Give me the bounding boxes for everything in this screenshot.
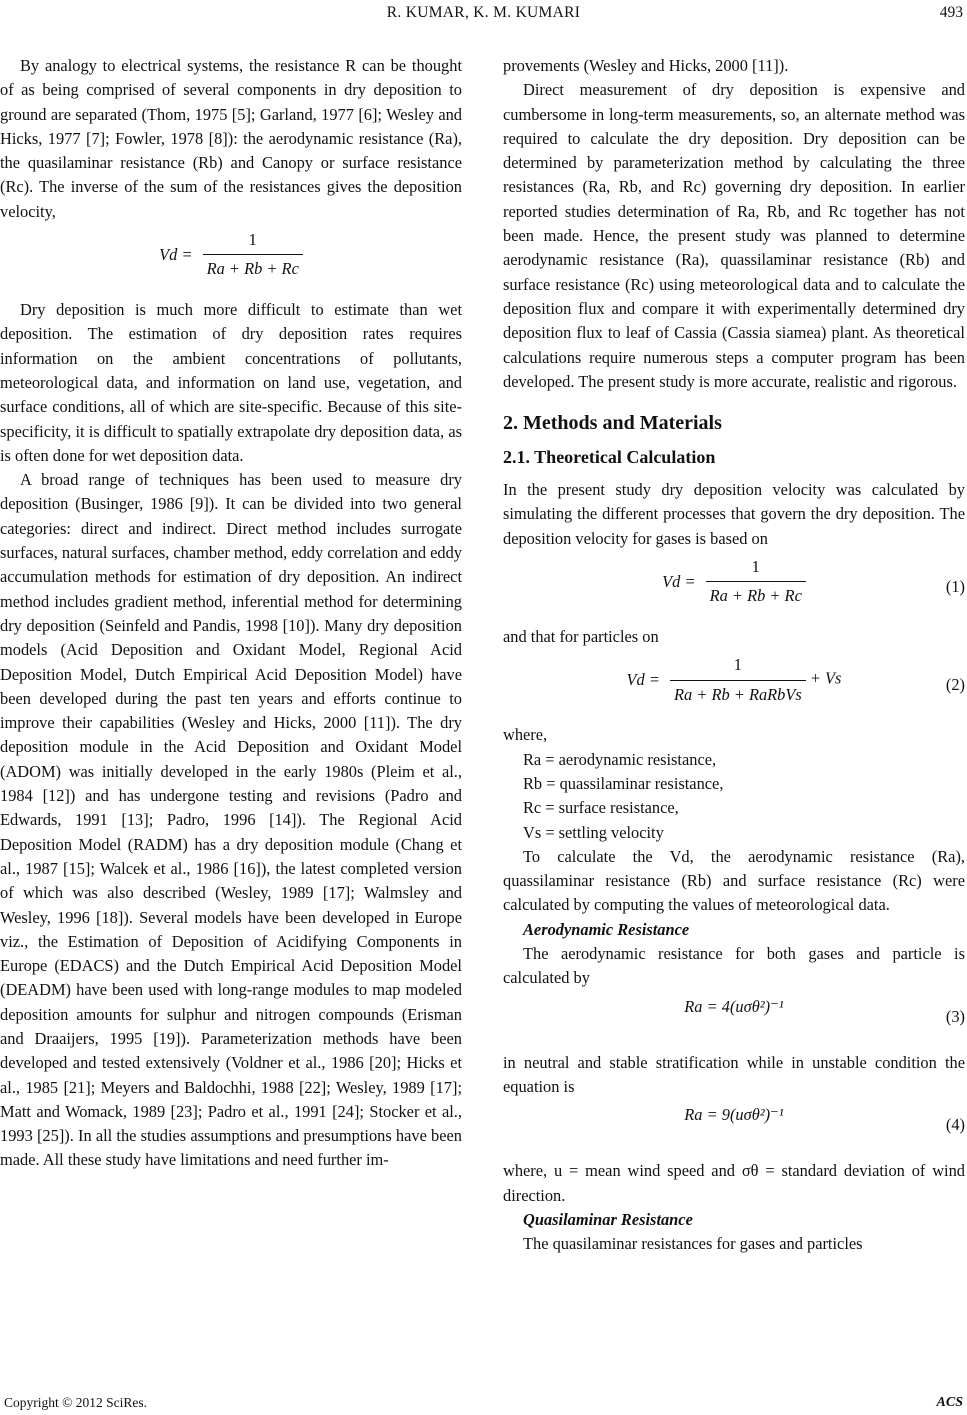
paragraph: provements (Wesley and Hicks, 2000 [11]). <box>503 56 789 75</box>
paragraph: The quasilaminar resistances for gases and particles <box>523 1234 863 1254</box>
right-column <box>503 54 965 1256</box>
equation-tail: + Vs <box>809 668 842 688</box>
page-header <box>0 0 967 26</box>
equation-numerator: 1 <box>203 228 303 255</box>
equation-2 <box>503 653 965 717</box>
equation-numerator: 1 <box>706 555 806 582</box>
paragraph: In the present study dry deposition velocity was calculated by simulating the different processes that govern the dry deposition. The deposition velocity for gases is based on <box>503 480 965 548</box>
quasilaminar-resistance-heading: Quasilaminar Resistance <box>523 1209 693 1229</box>
definition-vs: Vs = settling velocity <box>523 822 664 842</box>
paragraph: To calculate the Vd, the aerodynamic resistance (Ra), quassilaminar resistance (Rb) and surface resistance (Rc) were calculated by computing the values of meteorological data. <box>503 846 965 915</box>
paragraph: Dry deposition is much more difficult to estimate than wet deposition. The estimation of dry deposition rates requires information on the ambient concentrations of pollutants, meteorological data, and information on land use, vegetation, and surface conditions, all of which are site-specific. Because of this site-specificity, it is difficult to spatially extrapolate dry deposition data, as is often done for wet deposition data. <box>0 300 462 465</box>
copyright-footer: Copyright © 2012 SciRes. <box>4 1395 148 1410</box>
equation-numerator: 1 <box>670 653 806 680</box>
equation-4 <box>503 1103 965 1149</box>
paragraph: and that for particles on <box>503 627 659 647</box>
equation-number: (4) <box>945 1115 965 1135</box>
equation-number: (2) <box>945 675 965 695</box>
subsection-title: 2.1. Theoretical Calculation <box>503 447 716 468</box>
running-head: R. KUMAR, K. M. KUMARI <box>386 4 581 21</box>
equation-body: Ra = 9(uσθ²)⁻¹ <box>684 1105 784 1125</box>
equation-denominator: Ra + Rb + Rc <box>206 259 299 279</box>
aerodynamic-resistance-heading: Aerodynamic Resistance <box>523 919 690 939</box>
equation-lhs: Vd = <box>626 669 660 689</box>
paragraph: By analogy to electrical systems, the resistance R can be thought of as being comprised of several components in dry deposition to ground are separated (Thom, 1975 [5]; Garland, 1977 [6]; Wesley and Hicks, 1977 [7]; Fowler, 1978 [8]): the aerodynamic resistance (Ra), the quasilaminar resistance (Rb) and Canopy or surface resistance (Rc). The inverse of the sum of the resistances gives the deposition velocity, <box>0 56 462 221</box>
paragraph: where, u = mean wind speed and σθ = standard deviation of wind direction. <box>503 1161 965 1205</box>
paragraph: The aerodynamic resistance for both gases and particle is calculated by <box>503 944 965 988</box>
equation-deposition-velocity <box>0 228 462 292</box>
journal-footer: ACS <box>936 1395 963 1410</box>
equation-lhs: Vd = <box>662 571 696 591</box>
definition-rc: Rc = surface resistance, <box>523 798 679 818</box>
where-label: where, <box>503 725 548 745</box>
definition-ra: Ra = aerodynamic resistance, <box>523 749 717 769</box>
left-column <box>0 54 462 1173</box>
paragraph: Direct measurement of dry deposition is expensive and cumbersome in long-term measurements, so, an alternate method was required to calculate the dry deposition. Dry deposition can be determined by parameterization method by calculating the three resistances (Ra, Rb, and Rc) governing dry deposition. In earlier reported studies determination of Ra, Rb, and Rc together has not been made. Hence, the present study was planned to determine aerodynamic resistance (Ra), quassilaminar resistance (Rb) and surface resistance (Rc) using meteorological data and to calculate the deposition flux and compare it with experimentally determined dry deposition flux to leaf of Cassia (Cassia siamea) plant. As theoretical calculations require numerous steps a computer program has been developed. The present study is more accurate, realistic and rigorous. <box>503 80 965 391</box>
equation-number: (1) <box>945 577 965 597</box>
paragraph: in neutral and stable stratification while in unstable condition the equation is <box>503 1052 965 1096</box>
definition-rb: Rb = quassilaminar resistance, <box>523 773 724 793</box>
equation-denominator: Ra + Rb + Rc <box>709 586 802 606</box>
equation-3 <box>503 995 965 1041</box>
page-number: 493 <box>939 4 963 21</box>
equation-1 <box>503 555 965 619</box>
equation-lhs: Vd = <box>159 244 193 264</box>
paragraph: A broad range of techniques has been used to measure dry deposition (Businger, 1986 [9]). It can be divided into two general categories: direct and indirect. Direct method includes surrogate surfaces, natural surfaces, chamber method, eddy correlation and eddy accumulation methods for estimation of dry deposition. An indirect method includes gradient method, inferential method for determining dry deposition (Seinfeld and Pandis, 1998 [10]). Many dry deposition models (Acid Deposition and Oxidant Model, Regional Acid Deposition Model, Dutch Empirical Acid Deposition Model) have been developed during the past ten years and efforts continue to improve their capabilities (Wesley and Hicks, 2000 [11]). The dry deposition module in the Acid Deposition and Oxidant Model (ADOM) was initially developed in the early 1980s (Pleim et al., 1984 [12]) and has undergone testing and revisions (Padro and Edwards, 1991 [13]; Padro, 1996 [14]). The Regional Acid Deposition Model (RADM) has a dry deposition module (Chang et al., 1987 [15]; Walcek et al., 1986 [16]), the latest completed version of which was also described (Wesley, 1989 [17]; Walmsley and Wesley, 1996 [18]). Several models have been developed in Europe viz., the Estimation of Deposition of Acidifying Components in Europe (EDACS) and the Dutch Empirical Acid Deposition Model (DEADM) have been used with long-range modules to map modeled deposition amounts for sulphur and nitrogen compounds (Erisman and Draaijers, 1995 [19]). Parameterization methods have been developed and tested extensively (Voldner et al., 1986 [20]; Hicks et al., 1985 [21]; Meyers and Baldochhi, 1988 [22]; Wesley, 1989 [17]; Matt and Womack, 1989 [23]; Padro et al., 1991 [24]; Stocker et al., 1993 [25]). In all the studies assumptions and presumptions have been made. All these study have limitations and need further im- <box>0 470 462 1170</box>
section-title: 2. Methods and Materials <box>503 412 722 435</box>
equation-body: Ra = 4(uσθ²)⁻¹ <box>684 996 784 1016</box>
equation-denominator: Ra + Rb + RaRbVs <box>674 684 802 704</box>
equation-number: (3) <box>945 1006 965 1026</box>
